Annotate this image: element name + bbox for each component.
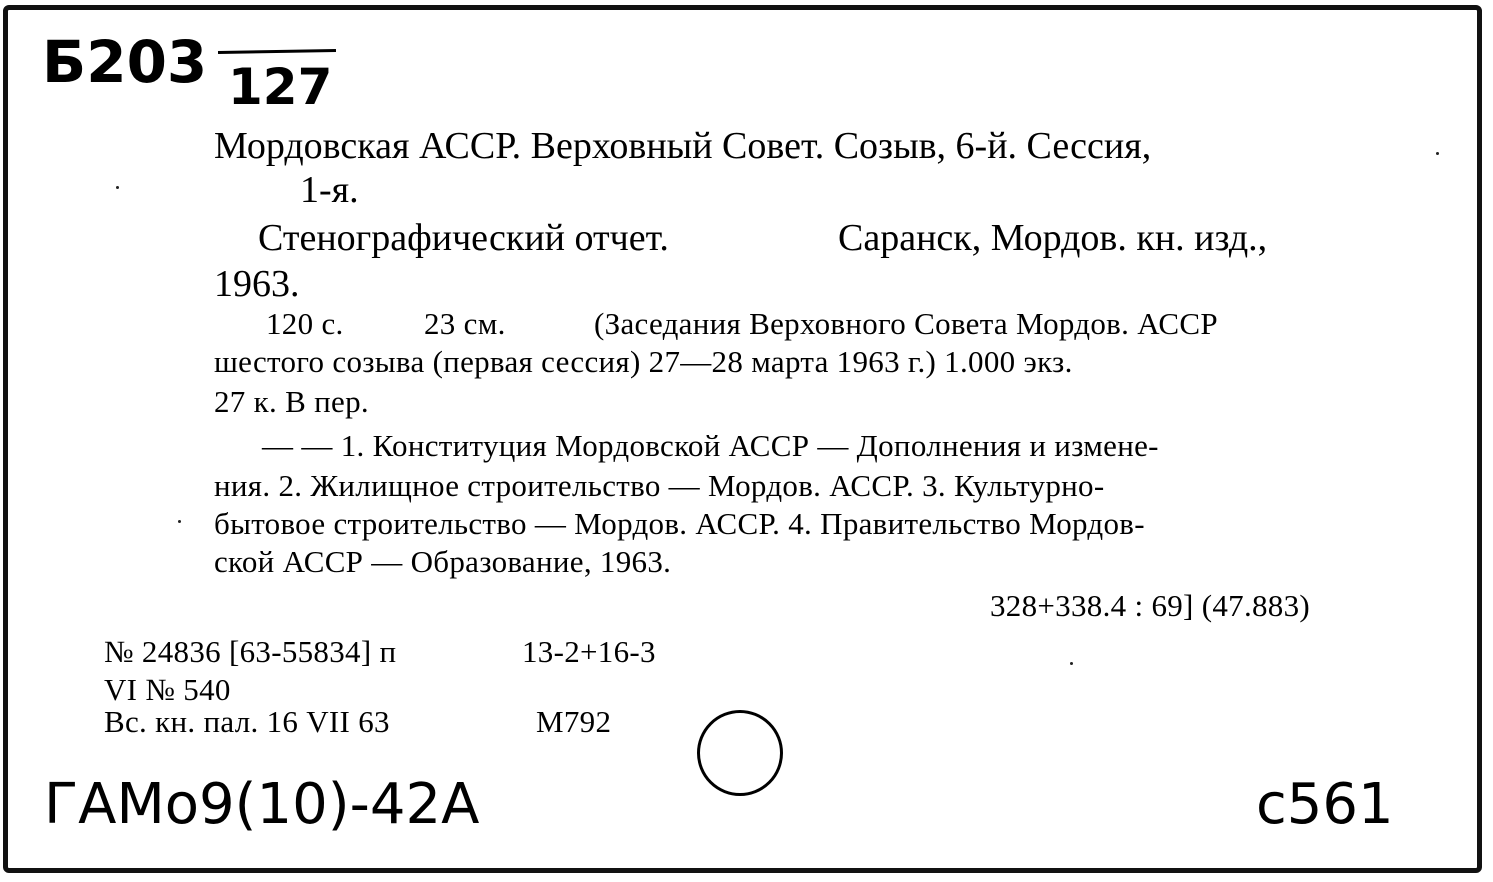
- collation-line2: шестого созыва (первая сессия) 27—28 марта 1963 г.) 1.000 экз.: [214, 344, 1073, 379]
- page-reference: с561: [1256, 772, 1394, 837]
- registry-number: № 24836 [63-55834] п: [104, 634, 397, 669]
- collation-size: 23 см.: [424, 306, 506, 341]
- chamber-mark: М792: [536, 704, 612, 739]
- entry-heading-line2: 1-я.: [300, 169, 359, 211]
- collation-line3: 27 к. В пер.: [214, 384, 369, 419]
- collation-pages: 120 с.: [266, 306, 344, 341]
- vi-number: VI № 540: [104, 672, 231, 707]
- registry-code: 13-2+16-3: [522, 634, 656, 669]
- shelfmark-sub: 127: [228, 58, 333, 116]
- entry-imprint: Саранск, Мордов. кн. изд.,: [838, 217, 1268, 259]
- collection-code: ГАМо9(10)-42А: [44, 772, 480, 837]
- speck: [1070, 662, 1073, 665]
- entry-year: 1963.: [214, 263, 300, 305]
- entry-heading-line1: Мордовская АССР. Верховный Совет. Созыв, 6-й. Сессия,: [214, 125, 1152, 167]
- speck: [116, 186, 119, 189]
- collation-series: (Заседания Верховного Совета Мордов. АССР: [594, 306, 1218, 341]
- speck: [1436, 152, 1439, 155]
- speck: [178, 520, 181, 523]
- classification-code: 328+338.4 : 69] (47.883): [990, 588, 1311, 623]
- subjects-line4: ской АССР — Образование, 1963.: [214, 544, 672, 579]
- book-chamber-date: Вс. кн. пал. 16 VII 63: [104, 704, 390, 739]
- entry-title: Стенографический отчет.: [258, 217, 669, 259]
- subjects-line3: бытовое строительство — Мордов. АССР. 4. Правительство Мордов-: [214, 506, 1145, 541]
- subjects-line1: — — 1. Конституция Мордовской АССР — Дополнения и измене-: [262, 428, 1159, 463]
- shelfmark-main: Б203: [42, 28, 208, 96]
- subjects-line2: ния. 2. Жилищное строительство — Мордов. АССР. 3. Культурно-: [214, 468, 1105, 503]
- punch-hole: [697, 710, 783, 796]
